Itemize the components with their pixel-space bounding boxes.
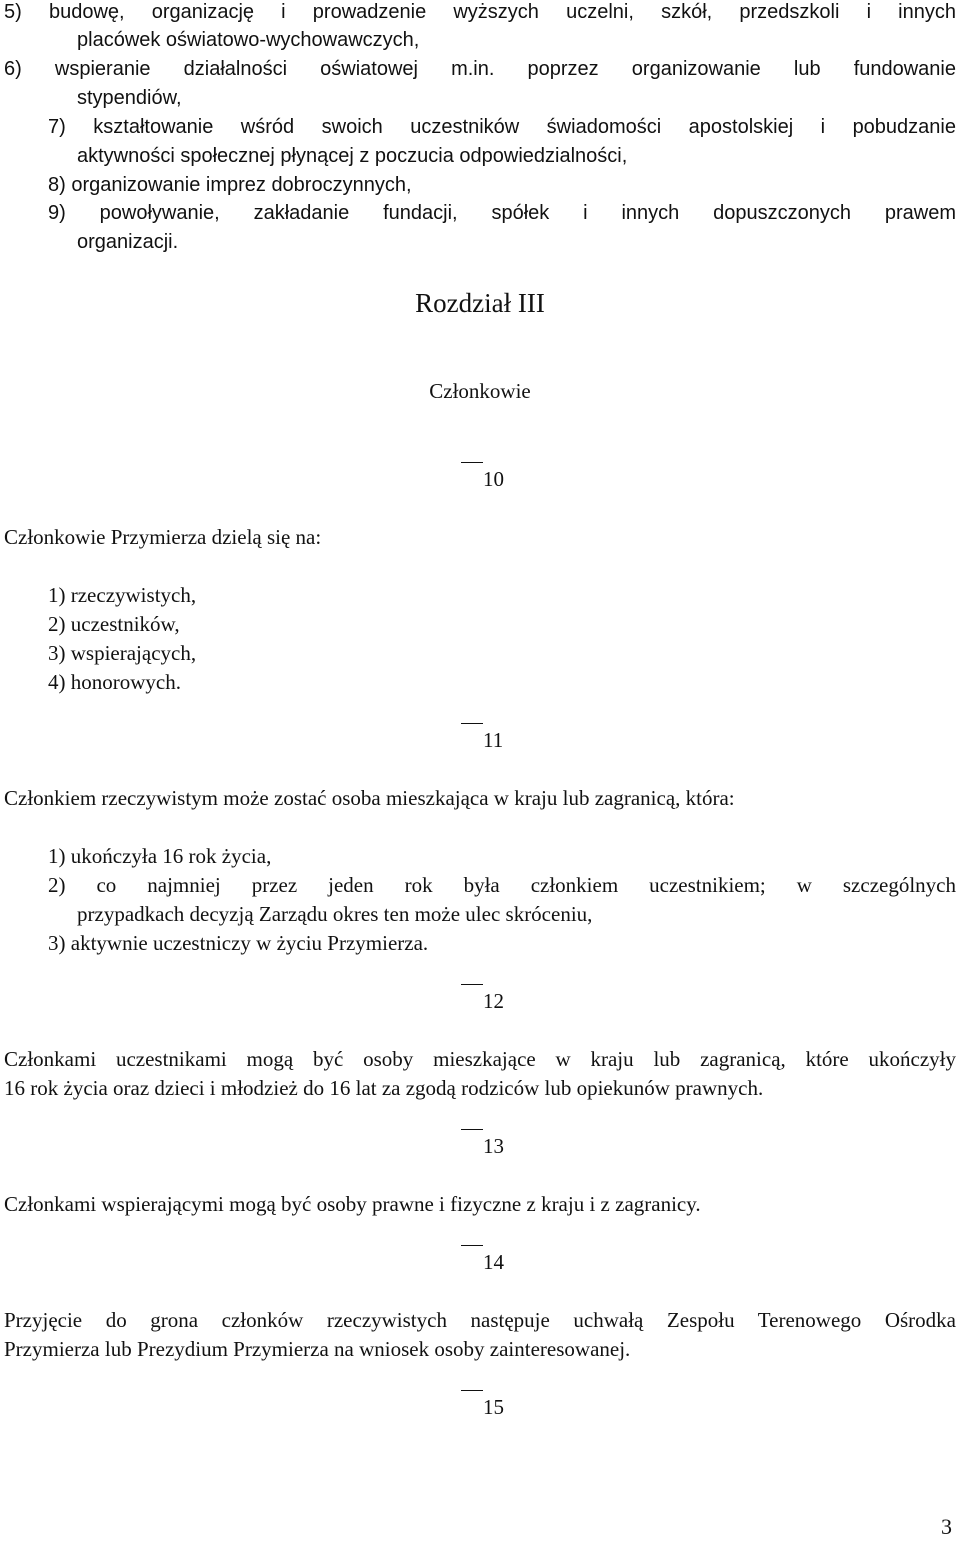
section-13-line1: Członkami wspierającymi mogą być osoby prawne i fizyczne z kraju i z zagranicy. <box>4 1192 701 1216</box>
section-10-number: 10 <box>483 467 504 491</box>
section-11-item-2-line2: przypadkach decyzją Zarządu okres ten może ulec skróceniu, <box>77 902 593 926</box>
section-sign-icon <box>461 462 483 463</box>
section-sign-icon <box>461 1129 483 1130</box>
section-11-intro: Członkiem rzeczywistym może zostać osoba mieszkająca w kraju lub zagranicą, która: <box>4 786 735 810</box>
section-13-heading <box>461 1132 504 1161</box>
section-14-line1: Przyjęcie do grona członków rzeczywistych następuje uchwałą Zespołu Terenowego Ośrodka <box>4 1308 956 1332</box>
section-sign-icon <box>461 1245 483 1246</box>
section-12-heading <box>461 987 504 1016</box>
chapter-subtitle: Członkowie <box>429 379 531 403</box>
section-11-item-1: 1) ukończyła 16 rok życia, <box>48 844 272 868</box>
section-13-number: 13 <box>483 1134 504 1158</box>
section-14-heading <box>461 1248 504 1277</box>
list-item-7-line1: 7) kształtowanie wśród swoich uczestników świadomości apostolskiej i pobudzanie <box>48 116 956 138</box>
section-10-item-2: 2) uczestników, <box>48 612 180 636</box>
section-sign-icon <box>461 984 483 985</box>
section-11-item-2-line1: 2) co najmniej przez jeden rok była członkiem uczestnikiem; w szczególnych <box>48 873 956 897</box>
list-item-6-line1: 6) wspieranie działalności oświatowej m.in. poprzez organizowanie lub fundowanie <box>4 58 956 80</box>
list-item-9-line1: 9) powoływanie, zakładanie fundacji, spółek i innych dopuszczonych prawem <box>48 202 956 224</box>
section-10-intro: Członkowie Przymierza dzielą się na: <box>4 525 322 549</box>
section-sign-icon <box>461 723 483 724</box>
section-10-heading <box>461 465 504 494</box>
list-item-9-line2: organizacji. <box>77 231 179 253</box>
list-item-6-line2: stypendiów, <box>77 87 182 109</box>
list-item-8: 8) organizowanie imprez dobroczynnych, <box>48 174 412 196</box>
section-12-number: 12 <box>483 989 504 1013</box>
section-11-number: 11 <box>483 728 504 752</box>
section-11-item-3: 3) aktywnie uczestniczy w życiu Przymierza. <box>48 931 429 955</box>
section-14-number: 14 <box>483 1250 504 1274</box>
list-item-5-line2: placówek oświatowo-wychowawczych, <box>77 29 420 51</box>
section-11-heading <box>461 726 503 755</box>
section-12-line2: 16 rok życia oraz dzieci i młodzież do 16 lat za zgodą rodziców lub opiekunów prawnych. <box>4 1076 764 1100</box>
page-number: 3 <box>941 1514 952 1539</box>
list-item-7-line2: aktywności społecznej płynącej z poczucia odpowiedzialności, <box>77 145 628 167</box>
section-sign-icon <box>461 1390 483 1391</box>
section-15-heading <box>461 1393 504 1422</box>
section-10-item-1: 1) rzeczywistych, <box>48 583 197 607</box>
section-10-item-3: 3) wspierających, <box>48 641 197 665</box>
section-15-number: 15 <box>483 1395 504 1419</box>
list-item-5-line1: 5) budowę, organizację i prowadzenie wyższych uczelni, szkół, przedszkoli i innych <box>4 1 956 23</box>
chapter-title: Rozdział III <box>415 288 545 318</box>
section-12-line1: Członkami uczestnikami mogą być osoby mieszkające w kraju lub zagranicą, które ukończyły <box>4 1047 956 1071</box>
section-10-item-4: 4) honorowych. <box>48 670 181 694</box>
section-14-line2: Przymierza lub Prezydium Przymierza na wniosek osoby zainteresowanej. <box>4 1337 631 1361</box>
